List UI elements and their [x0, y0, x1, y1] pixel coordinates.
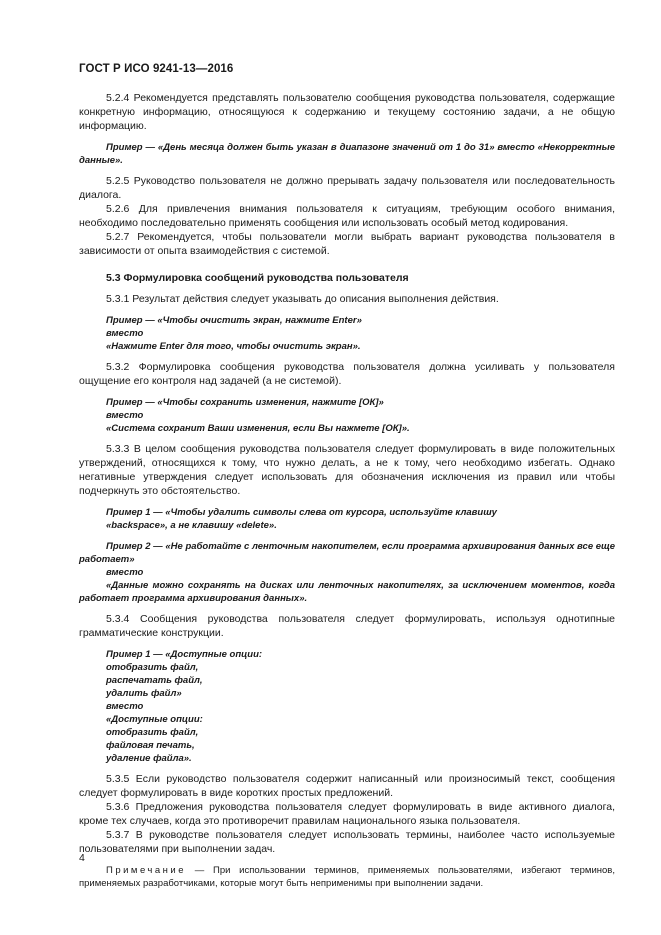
example-line: файловая печать,: [106, 740, 195, 751]
example-line: отобразить файл,: [106, 662, 199, 673]
clause-5-2-4: 5.2.4 Рекомендуется представлять пользователю сообщения руководства пользователя, содержащие конкретную информацию, относящуюся к содержанию и текущему состоянию задачи, а не общую информацию.: [79, 92, 615, 132]
example-5-3-4: [79, 648, 615, 765]
clause-5-2-7: 5.2.7 Рекомендуется, чтобы пользователи могли выбрать вариант руководства пользователя в зависимости от опыта взаимодействия с системой.: [79, 231, 615, 257]
example-line: «backspace», а не клавишу «delete».: [106, 520, 277, 531]
example-line: Пример — «Чтобы сохранить изменения, нажмите [ОК]»: [106, 397, 384, 408]
example-5-2-4: Пример — «День месяца должен быть указан в диапазоне значений от 1 до 31» вместо «Некорректные данные».: [79, 142, 615, 166]
document-body: [79, 91, 615, 890]
clause-5-3-1: 5.3.1 Результат действия следует указывать до описания выполнения действия.: [106, 293, 499, 305]
example-line: Пример 1 — «Чтобы удалить символы слева от курсора, используйте клавишу: [106, 507, 497, 518]
example-line: «Нажмите Enter для того, чтобы очистить экран».: [106, 341, 361, 352]
document-header: ГОСТ Р ИСО 9241-13—2016: [79, 63, 234, 75]
note-text: — При использовании терминов, применяемых пользователями, избегают терминов, применяемых разработчиками, которые могут быть неприменимы при выполнении задачи.: [79, 865, 615, 889]
example-line: «Доступные опции:: [106, 714, 203, 725]
example-5-3-3-2-mid: [79, 566, 615, 579]
example-line: Пример 1 — «Доступные опции:: [106, 649, 263, 660]
page-number: 4: [79, 852, 85, 864]
example-line: вместо: [106, 567, 144, 578]
example-5-3-3-2: Пример 2 — «Не работайте с ленточным накопителем, если программа архивирования данных все еще работает»: [79, 541, 615, 565]
example-line: удалить файл»: [106, 688, 182, 699]
clause-5-3-4: 5.3.4 Сообщения руководства пользователя следует формулировать, используя однотипные грамматические конструкции.: [79, 613, 615, 639]
example-line: вместо: [106, 410, 144, 421]
clause-5-3-2: 5.3.2 Формулировка сообщения руководства пользователя должна усиливать у пользователя ощущение его контроля над задачей (а не системой).: [79, 361, 615, 387]
clause-5-3-3: 5.3.3 В целом сообщения руководства пользователя следует формулировать в виде положительных утверждений, относящихся к тому, что нужно делать, а не к тому, чего необходимо избегать. Однако негативные утверждения следует использовать для обозначения исключения из правил или чтобы подчеркнуть это обстоятельство.: [79, 443, 615, 497]
clause-5-3-7: 5.3.7 В руководстве пользователя следует использовать термины, наиболее часто используемые пользователями при выполнении задач.: [79, 829, 615, 855]
note-label: Примечание: [106, 865, 186, 876]
example-line: вместо: [106, 701, 144, 712]
note-paragraph: [79, 864, 615, 890]
clause-5-3-5: 5.3.5 Если руководство пользователя содержит написанный или произносимый текст, сообщения следует формулировать в виде коротких простых предложений.: [79, 773, 615, 799]
clause-5-2-6: 5.2.6 Для привлечения внимания пользователя к ситуациям, требующим особого внимания, необходимо последовательно применять сообщения или использовать особый метод кодирования.: [79, 203, 615, 229]
example-5-3-2: [79, 396, 615, 435]
example-5-3-3-1: [79, 506, 615, 532]
example-5-3-1: [79, 314, 615, 353]
example-line: «Система сохранит Ваши изменения, если Вы нажмете [ОК]».: [106, 423, 410, 434]
example-5-3-3-2-last: «Данные можно сохранять на дисках или ленточных накопителях, за исключением моментов, когда работает программа архивирования данных».: [79, 580, 615, 604]
example-line: распечатать файл,: [106, 675, 203, 686]
example-line: удаление файла».: [106, 753, 192, 764]
clause-5-3-6: 5.3.6 Предложения руководства пользователя следует формулировать в виде активного диалога, кроме тех случаев, когда это противоречит правилам национального языка пользователя.: [79, 801, 615, 827]
example-line: отобразить файл,: [106, 727, 199, 738]
example-line: вместо: [106, 328, 144, 339]
example-line: Пример — «Чтобы очистить экран, нажмите Enter»: [106, 315, 362, 326]
section-heading-5-3: 5.3 Формулировка сообщений руководства пользователя: [106, 272, 409, 284]
clause-5-2-5: 5.2.5 Руководство пользователя не должно прерывать задачу пользователя или последовательность диалога.: [79, 175, 615, 201]
